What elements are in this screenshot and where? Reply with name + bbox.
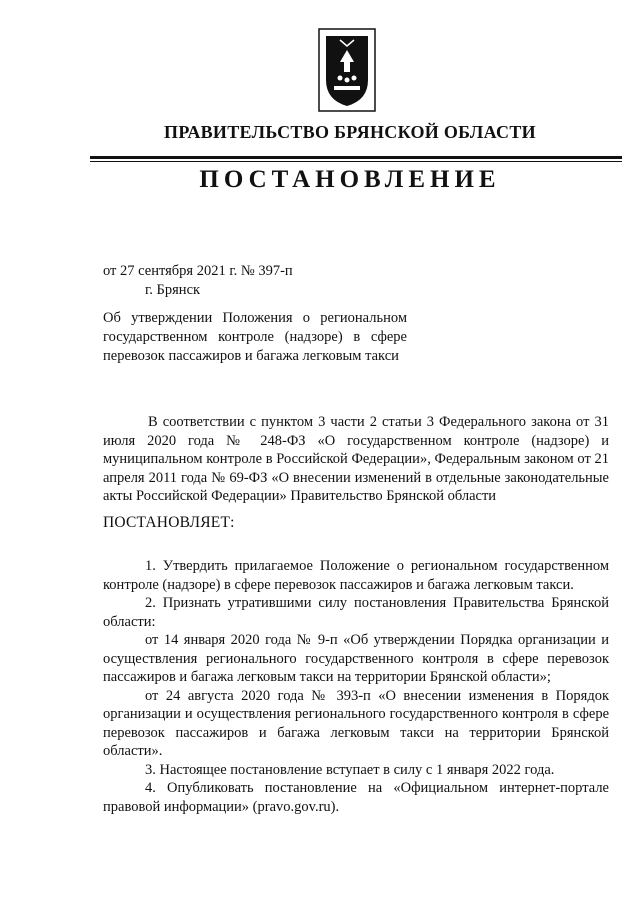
header-rule-thin: [90, 161, 622, 162]
header-rule-thick: [90, 156, 622, 159]
coat-of-arms-icon: [318, 28, 376, 112]
decree-item: 2. Признать утратившими силу постановления Правительства Брянской области:: [103, 595, 609, 630]
decree-item: 3. Настоящее постановление вступает в силу с 1 января 2022 года.: [145, 761, 555, 778]
decree-item: 1. Утвердить прилагаемое Положение о региональном государственном контроле (надзоре) в сфере перевозок пассажиров и багажа легковым такси.: [103, 558, 609, 593]
date-number-line: от 27 сентября 2021 г. № 397-п: [103, 263, 293, 279]
document-type-title: ПОСТАНОВЛЕНИЕ: [199, 166, 501, 193]
document-subject: Об утверждении Положения о региональном государственном контроле (надзоре) в сфере перевозок пассажиров и багажа легковым такси: [103, 310, 407, 364]
preamble-paragraph: В соответствии с пунктом 3 части 2 статьи 3 Федерального закона от 31 июля 2020 года № 248-ФЗ «О государственном контроле (надзоре) и муниципальном контроле в Российской Федерации», Федеральным законом от 21 апреля 2011 года № 69-ФЗ «О внесении изменений в отдельные законодательные акты Российской Федерации» Правительство Брянской области: [103, 414, 609, 504]
city-line: г. Брянск: [145, 282, 201, 298]
decree-item: 4. Опубликовать постановление на «Официальном интернет-портале правовой информации» (pravo.gov.ru).: [103, 780, 609, 815]
decree-item: от 24 августа 2020 года № 393-п «О внесении изменения в Порядок организации и осуществления регионального государственного контроля в сфере перевозок пассажиров и багажа легковым такси на территории Брянской области».: [103, 687, 609, 759]
decree-item: от 14 января 2020 года № 9-п «Об утверждении Порядка организации и осуществления регионального государственного контроля в сфере перевозок пассажиров и багажа легковым такси на территории Брянской области»;: [103, 632, 609, 685]
decree-items: [103, 557, 609, 816]
decree-word: ПОСТАНОВЛЯЕТ:: [103, 514, 235, 531]
government-name: ПРАВИТЕЛЬСТВО БРЯНСКОЙ ОБЛАСТИ: [164, 122, 536, 142]
